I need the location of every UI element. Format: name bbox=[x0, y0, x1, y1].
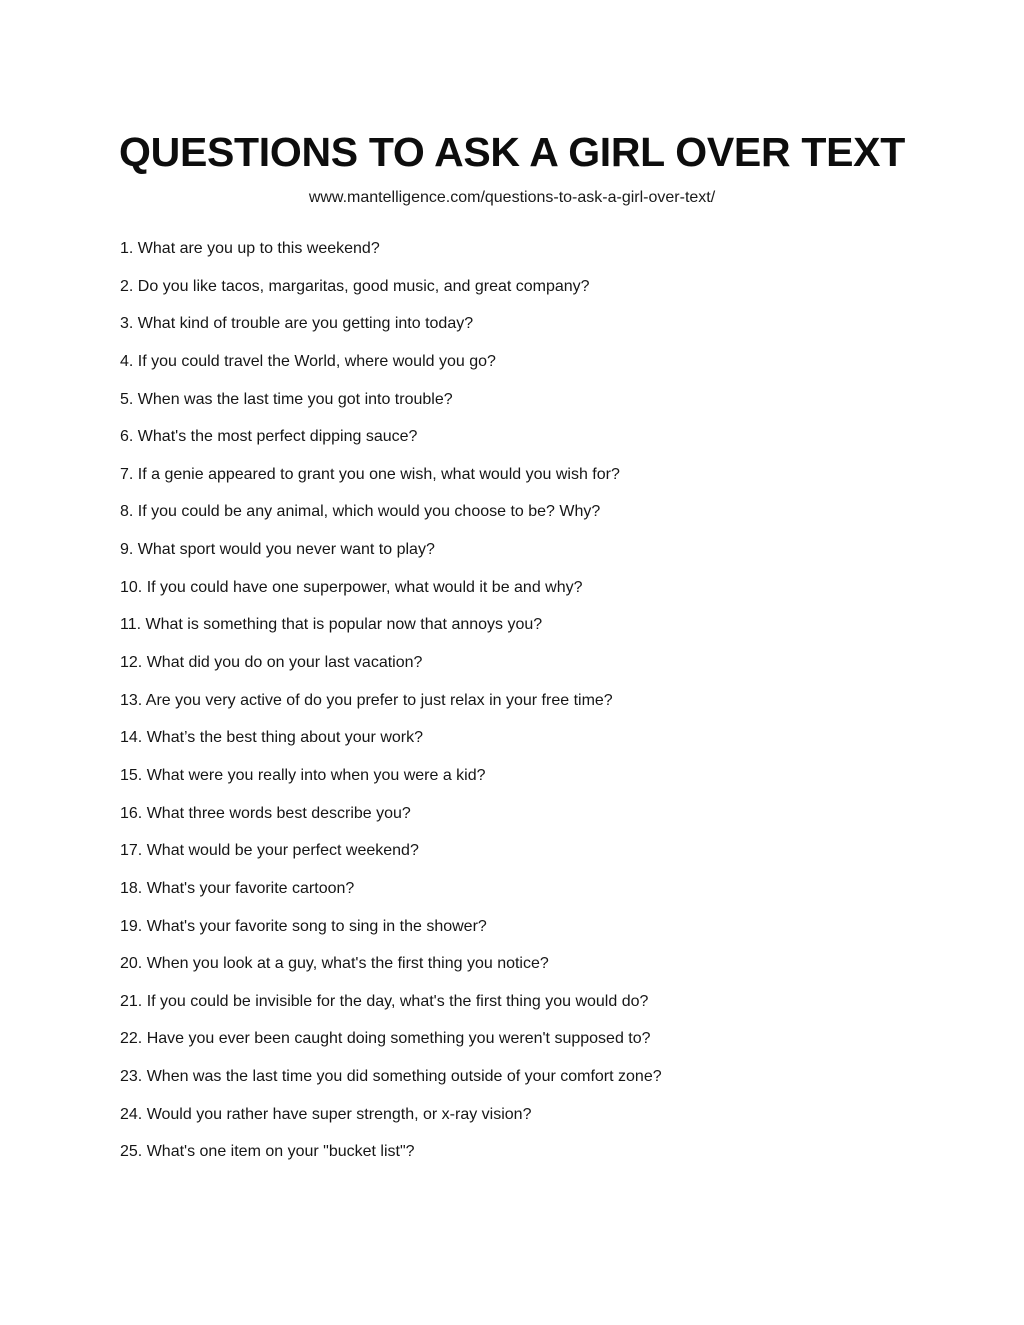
list-item: 16. What three words best describe you? bbox=[120, 804, 411, 822]
list-item: 6. What's the most perfect dipping sauce? bbox=[120, 428, 418, 446]
list-item: 18. What's your favorite cartoon? bbox=[120, 879, 355, 897]
list-item: 20. When you look at a guy, what's the first thing you notice? bbox=[120, 955, 549, 973]
list-item: 17. What would be your perfect weekend? bbox=[120, 842, 419, 860]
list-item: 12. What did you do on your last vacation? bbox=[120, 654, 423, 672]
source-url: www.mantelligence.com/questions-to-ask-a-girl-over-text/ bbox=[308, 189, 716, 206]
list-item: 23. When was the last time you did something outside of your comfort zone? bbox=[120, 1068, 662, 1086]
list-item: 4. If you could travel the World, where would you go? bbox=[120, 352, 496, 370]
list-item: 8. If you could be any animal, which would you choose to be? Why? bbox=[120, 503, 601, 521]
list-item: 2. Do you like tacos, margaritas, good music, and great company? bbox=[120, 277, 590, 295]
list-item: 21. If you could be invisible for the day, what's the first thing you would do? bbox=[120, 992, 649, 1010]
list-item: 24. Would you rather have super strength, or x-ray vision? bbox=[120, 1105, 532, 1123]
list-item: 14. What’s the best thing about your work? bbox=[120, 729, 423, 747]
list-item: 25. What's one item on your "bucket list"? bbox=[120, 1143, 415, 1161]
list-item: 11. What is something that is popular now that annoys you? bbox=[120, 616, 543, 634]
list-item: 7. If a genie appeared to grant you one wish, what would you wish for? bbox=[120, 465, 620, 483]
list-item: 22. Have you ever been caught doing something you weren't supposed to? bbox=[120, 1030, 651, 1048]
list-item: 1. What are you up to this weekend? bbox=[120, 240, 380, 257]
question-list bbox=[120, 236, 920, 1177]
list-item: 10. If you could have one superpower, what would it be and why? bbox=[120, 578, 583, 596]
list-item: 19. What's your favorite song to sing in the shower? bbox=[120, 917, 487, 935]
page-title: QUESTIONS TO ASK A GIRL OVER TEXT bbox=[119, 129, 905, 175]
list-item: 9. What sport would you never want to play? bbox=[120, 541, 435, 559]
list-item: 13. Are you very active of do you prefer to just relax in your free time? bbox=[120, 691, 613, 709]
list-item: 3. What kind of trouble are you getting into today? bbox=[120, 315, 474, 333]
list-item: 5. When was the last time you got into trouble? bbox=[120, 390, 453, 408]
list-item: 15. What were you really into when you were a kid? bbox=[120, 766, 486, 784]
